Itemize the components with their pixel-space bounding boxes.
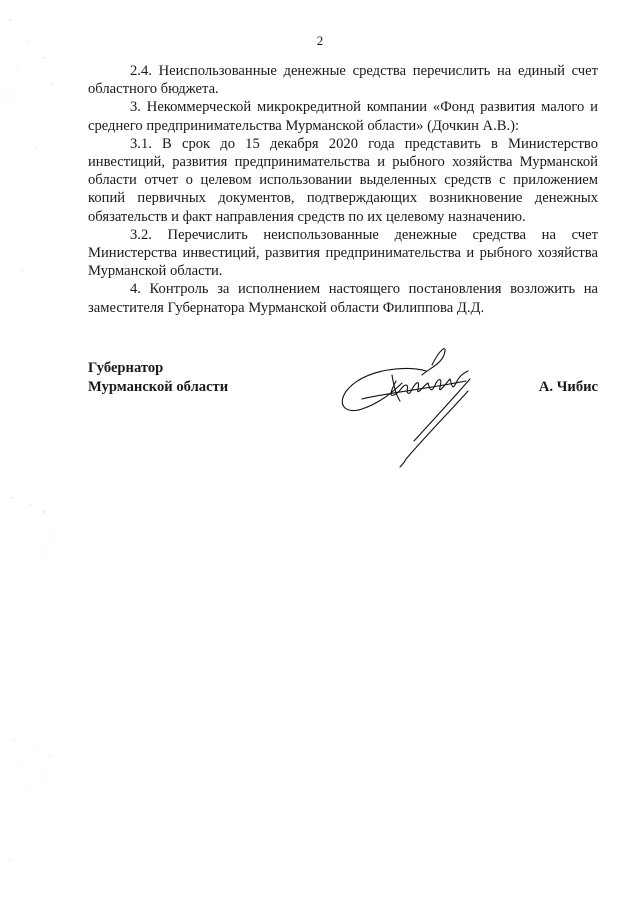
scan-noise — [0, 0, 70, 905]
signatory-title-line1: Губернатор — [88, 360, 164, 376]
paragraph-2-4: 2.4. Неиспользованные денежные средства перечислить на единый счет областного бюджета. — [88, 63, 598, 98]
paragraph-3: 3. Некоммерческой микрокредитной компании «Фонд развития малого и среднего предпринимательства Мурманской области» (Дочкин А.В.): — [88, 99, 598, 134]
signature-block — [88, 359, 598, 469]
signatory-title-line2: Мурманской области — [88, 378, 229, 395]
handwritten-signature — [336, 335, 496, 469]
paragraph-3-1: 3.1. В срок до 15 декабря 2020 года представить в Министерство инвестиций, развития предпринимательства и рыбного хозяйства Мурманской области отчет о целевом использовании выделенных средств с приложением копий первичных документов, подтверждающих возникновение денежных обязательств и факт направления средств по их целевому назначению. — [88, 135, 598, 225]
paragraph-3-2: 3.2. Перечислить неиспользованные денежные средства на счет Министерства инвестиций, развития предпринимательства и рыбного хозяйства Мурманской области. — [88, 226, 598, 280]
signatory-name: А. Чибис — [538, 378, 598, 395]
page-number: 2 — [316, 33, 324, 48]
document-body — [88, 62, 598, 317]
signatory-title — [88, 359, 228, 396]
paragraph-4: 4. Контроль за исполнением настоящего постановления возложить на заместителя Губернатора Мурманской области Филиппова Д.Д. — [88, 281, 598, 316]
